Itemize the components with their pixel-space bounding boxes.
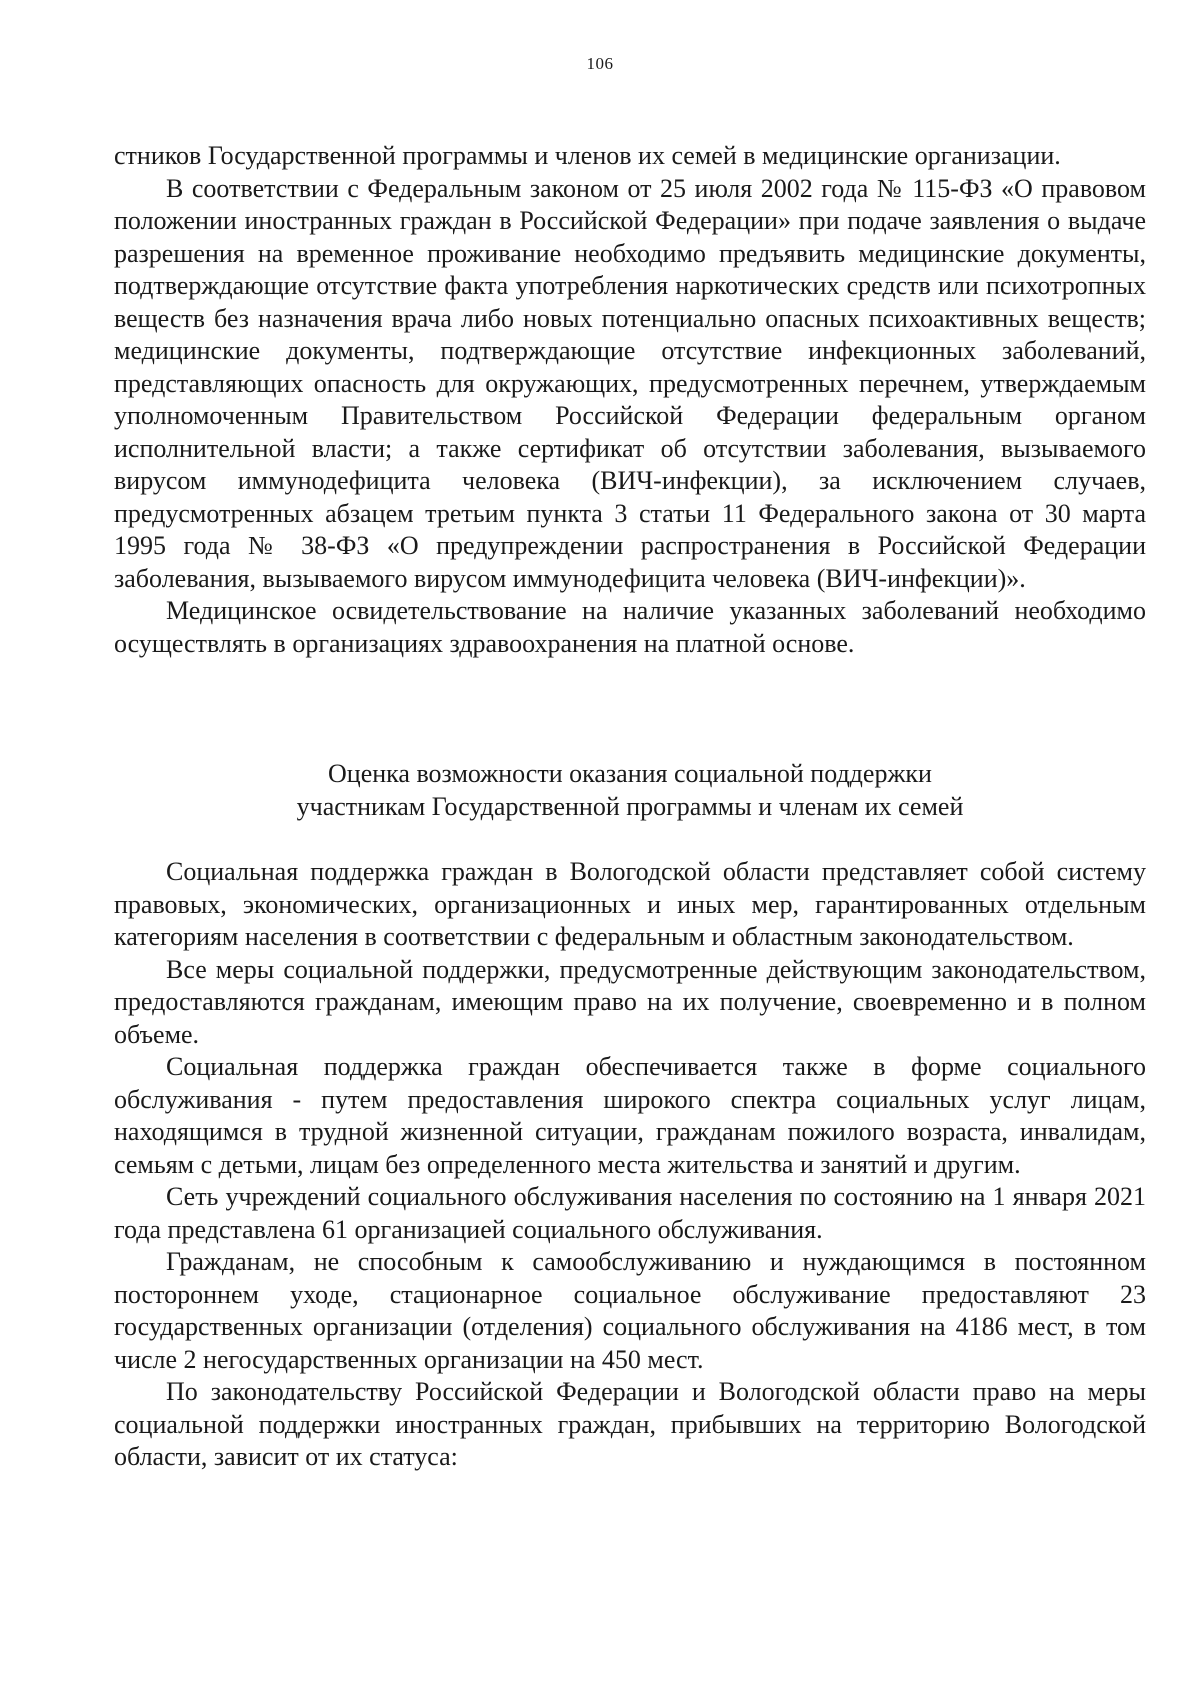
section-heading — [114, 758, 1146, 823]
page-number: 106 — [586, 54, 614, 73]
paragraph-foreign-citizens-rights: По законодательству Российской Федерации и Вологодской области право на меры социальной поддержки иностранных граждан, прибывших на территорию Вологодской области, зависит от их статуса: — [114, 1377, 1146, 1471]
paragraph-medical-exam: Медицинское освидетельствование на наличие указанных заболеваний необходимо осуществлять в организациях здравоохранения на платной основе. — [114, 596, 1146, 658]
text-section-medical — [114, 140, 1146, 660]
paragraph-social-support-system: Социальная поддержка граждан в Вологодской области представляет собой систему правовых, экономических, организационных и иных мер, гарантированных отдельным категориям населения в соответствии с федеральным и областным законодательством. — [114, 857, 1146, 951]
paragraph-social-services: Социальная поддержка граждан обеспечивается также в форме социального обслуживания - путем предоставления широкого спектра социальных услуг лицам, находящимся в трудной жизненной ситуации, гражданам пожилого возраста, инвалидам, семьям с детьми, лицам без определенного места жительства и занятий и другим. — [114, 1052, 1146, 1179]
paragraph-inpatient-care: Гражданам, не способным к самообслуживанию и нуждающимся в постоянном постороннем уходе, стационарное социальное обслуживание предоставляют 23 государственных организации (отделения) социального обслуживания на 4186 мест, в том числе 2 негосударственных организации на 450 мест. — [114, 1247, 1146, 1374]
paragraph-institutions-network: Сеть учреждений социального обслуживания населения по состоянию на 1 января 2021 года представлена 61 организацией социального обслуживания. — [114, 1182, 1146, 1244]
section-heading-line-2: участникам Государственной программы и членам их семей — [296, 791, 964, 821]
text-section-social-support — [114, 856, 1146, 1474]
section-heading-line-1: Оценка возможности оказания социальной поддержки — [328, 759, 932, 788]
paragraph-continuation: стников Государственной программы и членов их семей в медицинские организации. — [114, 141, 1061, 170]
paragraph-support-measures: Все меры социальной поддержки, предусмотренные действующим законодательством, предоставляются гражданам, имеющим право на их получение, своевременно и в полном объеме. — [114, 954, 1146, 1049]
paragraph-federal-law: В соответствии с Федеральным законом от 25 июля 2002 года № 115-ФЗ «О правовом положении иностранных граждан в Российской Федерации» при подаче заявления о выдаче разрешения на временное проживание необходимо предъявить медицинские документы, подтверждающие отсутствие факта употребления наркотических средств или психотропных веществ без назначения врача либо новых потенциально опасных психоактивных веществ; медицинские документы, подтверждающие отсутствие инфекционных заболеваний, представляющих опасность для окружающих, предусмотренных перечнем, утверждаемым уполномоченным Правительством Российской Федерации федеральным органом исполнительной власти; а также сертификат об отсутствии заболевания, вызываемого вирусом иммунодефицита человека (ВИЧ-инфекции), за исключением случаев, предусмотренных абзацем третьим пункта 3 статьи 11 Федерального закона от 30 марта 1995 года № 38-ФЗ «О предупреждении распространения в Российской Федерации заболевания, вызываемого вирусом иммунодефицита человека (ВИЧ-инфекции)». — [114, 173, 1146, 593]
